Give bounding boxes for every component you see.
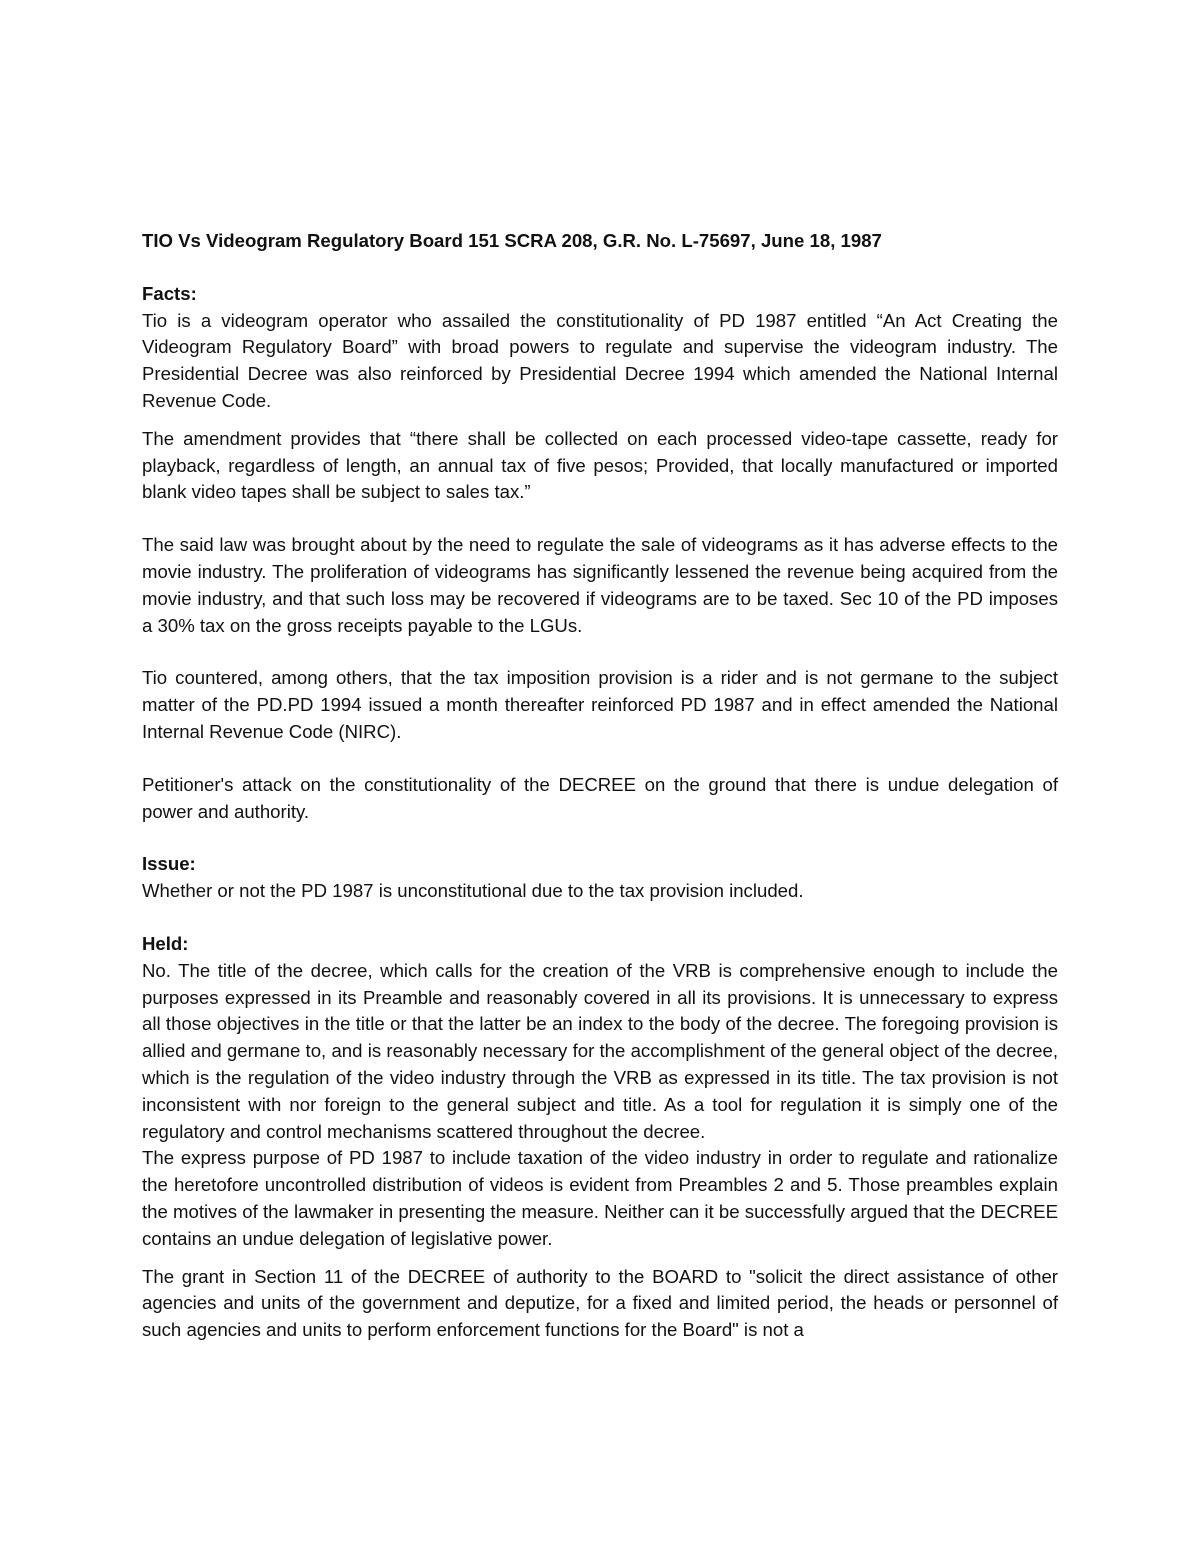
issue-paragraph: Whether or not the PD 1987 is unconstitutional due to the tax provision included. [142,880,804,902]
held-heading: Held: [142,932,189,954]
facts-paragraph-4: Tio countered, among others, that the tax imposition provision is a rider and is not germane to the subject matter of the PD.PD 1994 issued a month thereafter reinforced PD 1987 and in effect amended the National Internal Revenue Code (NIRC). [142,667,1058,742]
held-paragraph-2: The express purpose of PD 1987 to include taxation of the video industry in order to regulate and rationalize the heretofore uncontrolled distribution of videos is evident from Preambles 2 and 5. Those preambles explain the motives of the lawmaker in presenting the measure. Neither can it be successfully argued that the DECREE contains an undue delegation of legislative power. [142,1147,1058,1249]
document-title: TIO Vs Videogram Regulatory Board 151 SCRA 208, G.R. No. L-75697, June 18, 1987 [142,230,882,251]
facts-paragraph-3: The said law was brought about by the need to regulate the sale of videograms as it has adverse effects to the movie industry. The proliferation of videograms has significantly lessened the revenue being acquired from the movie industry, and that such loss may be recovered if videograms are to be taxed. Sec 10 of the PD imposes a 30% tax on the gross receipts payable to the LGUs. [142,534,1058,636]
issue-heading: Issue: [142,853,196,875]
facts-paragraph-5: Petitioner's attack on the constitutionality of the DECREE on the ground that there is undue delegation of power and authority. [142,773,1058,822]
facts-heading: Facts: [142,282,197,304]
held-paragraph-1: No. The title of the decree, which calls for the creation of the VRB is comprehensive enough to include the purposes expressed in its Preamble and reasonably covered in all its provisions. It is unnecessary to express all those objectives in the title or that the latter be an index to the body of the decree. The foregoing provision is allied and germane to, and is reasonably necessary for the accomplishment of the general object of the decree, which is the regulation of the video industry through the VRB as expressed in its title. The tax provision is not inconsistent with nor foreign to the general subject and title. As a tool for regulation it is simply one of the regulatory and control mechanisms scattered throughout the decree. [142,959,1058,1142]
facts-paragraph-1: Tio is a videogram operator who assailed the constitutionality of PD 1987 entitled “An Act Creating the Videogram Regulatory Board” with broad powers to regulate and supervise the videogram industry. The Presidential Decree was also reinforced by Presidential Decree 1994 which amended the National Internal Revenue Code. [142,309,1058,411]
facts-paragraph-2: The amendment provides that “there shall be collected on each processed video-tape cassette, ready for playback, regardless of length, an annual tax of five pesos; Provided, that locally manufactured or imported blank video tapes shall be subject to sales tax.” [142,427,1058,503]
document-page [142,228,1058,1344]
held-paragraph-3: The grant in Section 11 of the DECREE of authority to the BOARD to "solicit the direct assistance of other agencies and units of the government and deputize, for a fixed and limited period, the heads or personnel of such agencies and units to perform enforcement functions for the Board" is not a [142,1265,1058,1341]
